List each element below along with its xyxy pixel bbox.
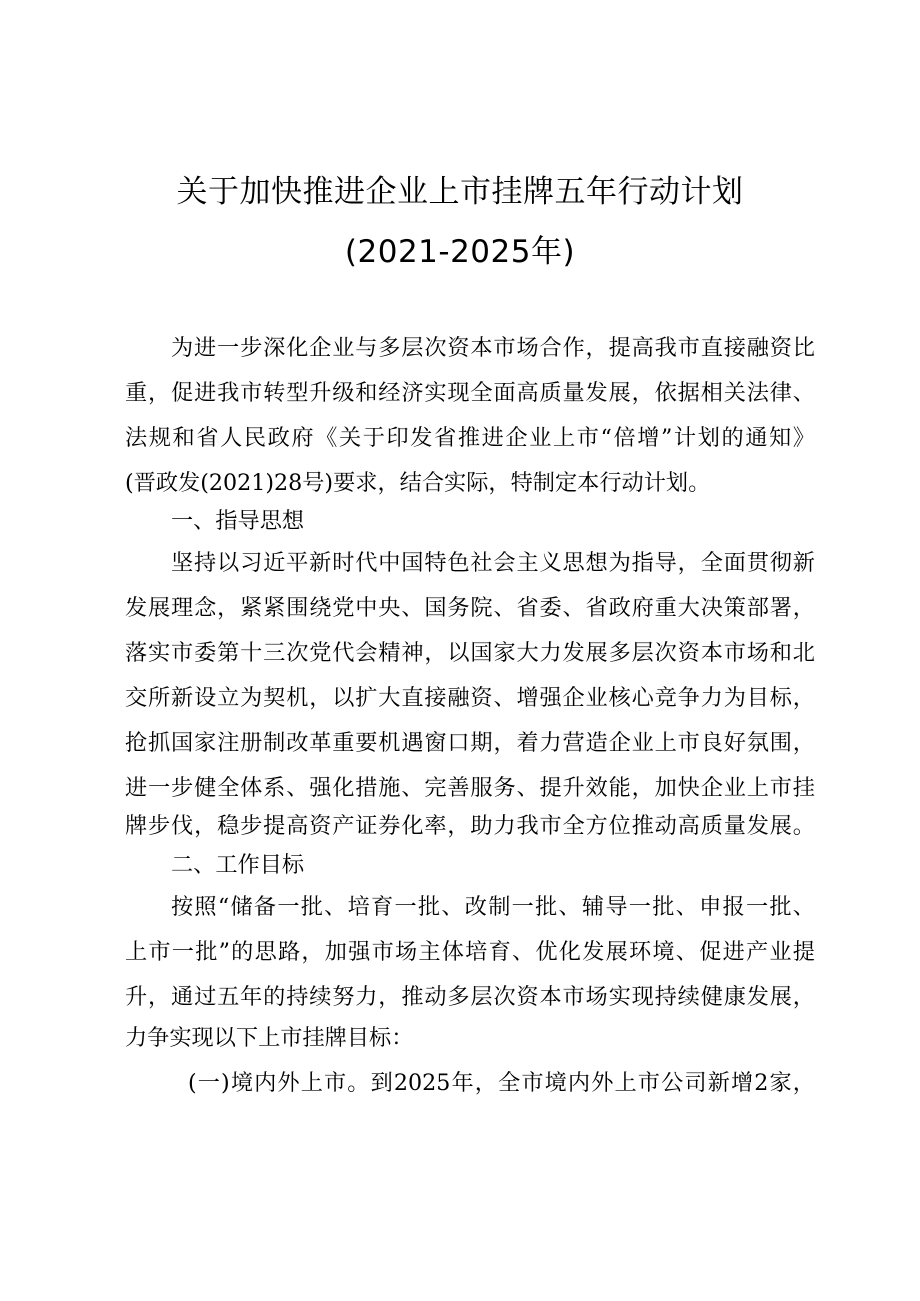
section-heading-guiding-ideology: 一、指导思想 [171,508,305,534]
intro-line-1: 为进一步深化企业与多层次资本市场合作，提高我市直接融资比 [171,335,815,361]
intro-line-2: 重，促进我市转型升级和经济实现全面高质量发展，依据相关法律、 [125,380,815,406]
section-heading-work-goals: 二、工作目标 [171,852,305,878]
section2-line-1: 按照“储备一批、培育一批、改制一批、辅导一批、申报一批、 [171,894,815,920]
section2-line-4: 力争实现以下上市挂牌目标： [125,1025,414,1051]
section2-item-1: (一)境内外上市。到2025年，全市境内外上市公司新增2家， [188,1070,815,1096]
intro-line-4: (晋政发(2021)28号)要求，结合实际，特制定本行动计划。 [125,470,711,496]
document-title: 关于加快推进企业上市挂牌五年行动计划 [176,174,744,210]
section1-line-6: 进一步健全体系、强化措施、完善服务、提升效能，加快企业上市挂 [125,775,815,801]
section1-line-2: 发展理念，紧紧围绕党中央、国务院、省委、省政府重大决策部署， [125,595,815,621]
section2-line-2: 上市一批”的思路，加强市场主体培育、优化发展环境、促进产业提 [125,939,815,965]
section1-line-1: 坚持以习近平新时代中国特色社会主义思想为指导，全面贯彻新 [171,550,815,576]
section1-line-7: 牌步伐，稳步提高资产证券化率，助力我市全方位推动高质量发展。 [125,813,815,839]
document-subtitle-years: (2021-2025年) [344,234,576,270]
section2-line-3: 升，通过五年的持续努力，推动多层次资本市场实现持续健康发展， [125,984,815,1010]
section1-line-4: 交所新设立为契机，以扩大直接融资、增强企业核心竞争力为目标， [125,685,815,711]
section1-line-3: 落实市委第十三次党代会精神，以国家大力发展多层次资本市场和北 [125,640,815,666]
intro-line-3: 法规和省人民政府《关于印发省推进企业上市“倍增”计划的通知》 [125,425,815,451]
section1-line-5: 抢抓国家注册制改革重要机遇窗口期，着力营造企业上市良好氛围， [125,730,815,756]
